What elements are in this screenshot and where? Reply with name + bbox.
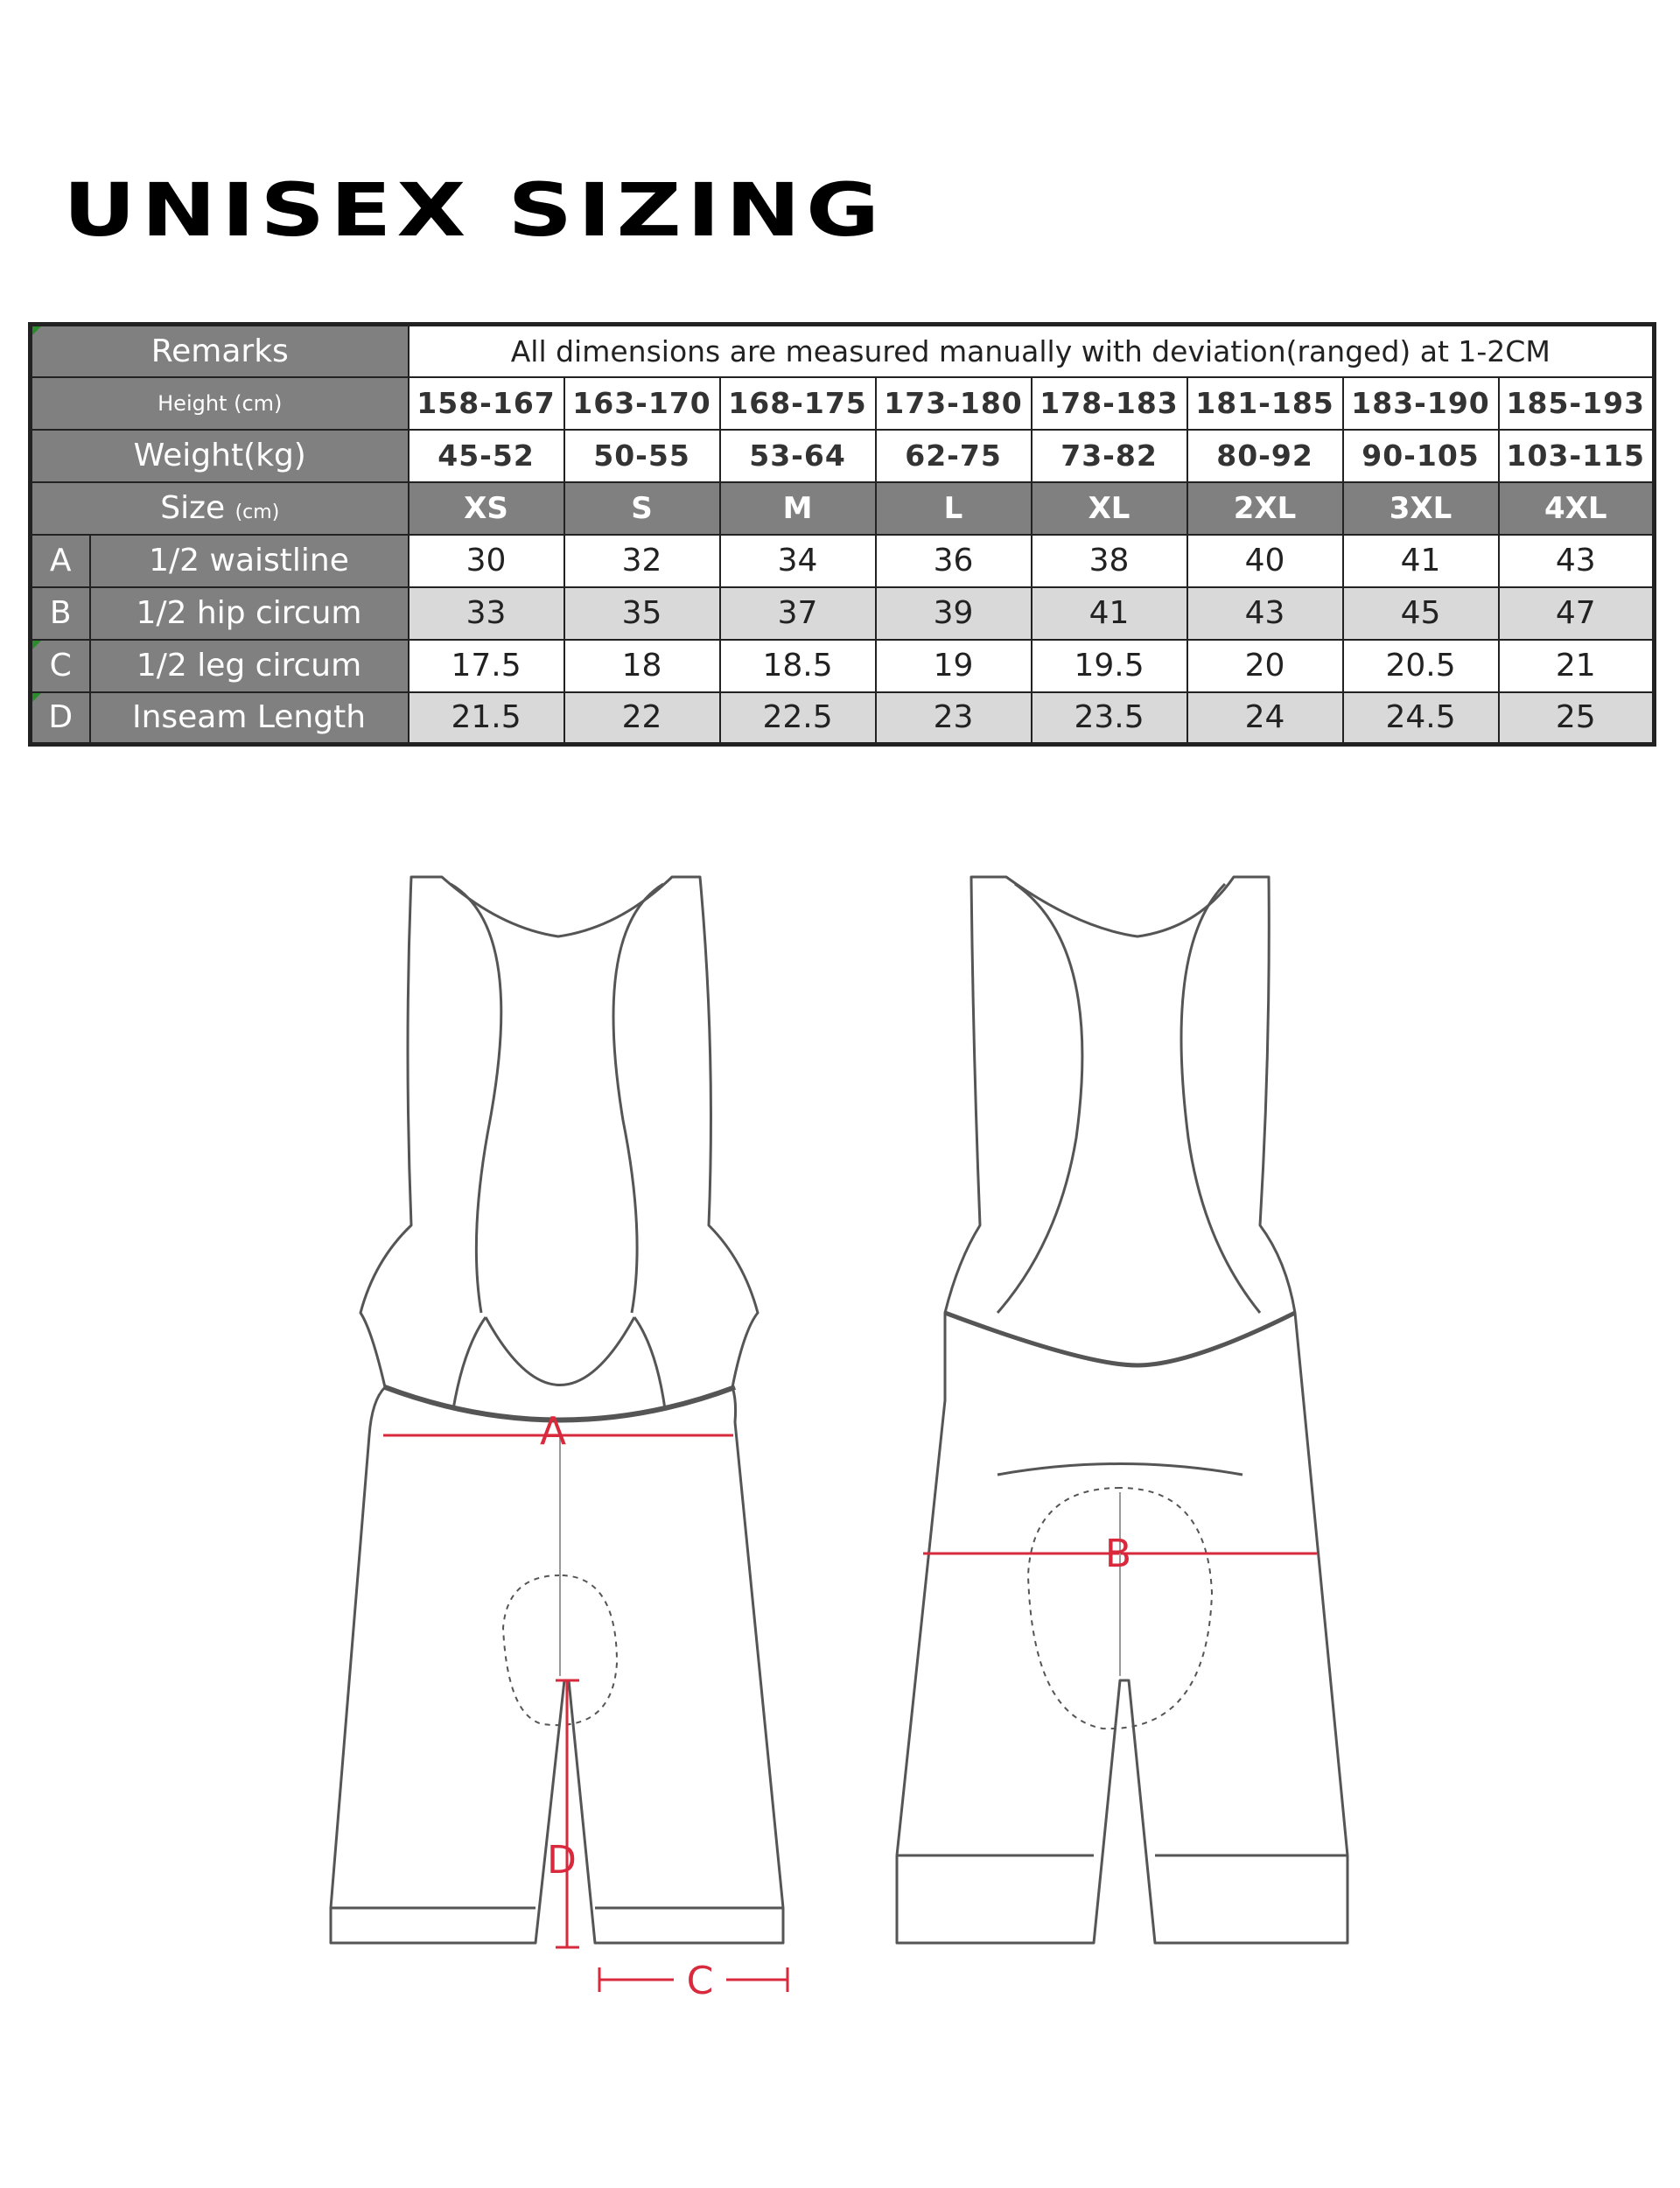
value-cell: 39 xyxy=(876,587,1032,640)
remarks-label: Remarks xyxy=(31,325,409,377)
remarks-row xyxy=(31,325,1655,377)
value-cell: 43 xyxy=(1187,587,1343,640)
weight-cell: 90-105 xyxy=(1343,430,1499,482)
value-cell: 19 xyxy=(876,640,1032,692)
size-cell: XL xyxy=(1032,482,1187,535)
value-cell: 33 xyxy=(409,587,564,640)
size-label: Size xyxy=(160,490,226,526)
height-cell: 181-185 xyxy=(1187,377,1343,430)
value-cell: 21.5 xyxy=(409,692,564,745)
height-cell: 163-170 xyxy=(564,377,720,430)
marker-c: C xyxy=(686,1959,714,2003)
size-cell: XS xyxy=(409,482,564,535)
height-cell: 173-180 xyxy=(876,377,1032,430)
weight-cell: 80-92 xyxy=(1187,430,1343,482)
weight-cell: 53-64 xyxy=(720,430,876,482)
size-cell: L xyxy=(876,482,1032,535)
marker-d: D xyxy=(547,1838,577,1883)
value-cell: 17.5 xyxy=(409,640,564,692)
value-cell: 25 xyxy=(1499,692,1655,745)
value-cell: 41 xyxy=(1032,587,1187,640)
value-cell: 40 xyxy=(1187,535,1343,587)
value-cell: 21 xyxy=(1499,640,1655,692)
height-cell: 178-183 xyxy=(1032,377,1187,430)
height-cell: 168-175 xyxy=(720,377,876,430)
value-cell: 22.5 xyxy=(720,692,876,745)
size-label-cell xyxy=(31,482,409,535)
bib-shorts-diagram xyxy=(0,840,1680,2030)
row-label: Inseam Length xyxy=(90,692,409,745)
remarks-text: All dimensions are measured manually with deviation(ranged) at 1-2CM xyxy=(409,325,1655,377)
measurement-row xyxy=(31,587,1655,640)
size-table xyxy=(28,322,1656,747)
height-cell: 158-167 xyxy=(409,377,564,430)
weight-cell: 62-75 xyxy=(876,430,1032,482)
weight-label: Weight(kg) xyxy=(31,430,409,482)
value-cell: 20 xyxy=(1187,640,1343,692)
size-cell: S xyxy=(564,482,720,535)
value-cell: 24.5 xyxy=(1343,692,1499,745)
value-cell: 37 xyxy=(720,587,876,640)
size-row xyxy=(31,482,1655,535)
size-cell: M xyxy=(720,482,876,535)
weight-row xyxy=(31,430,1655,482)
value-cell: 32 xyxy=(564,535,720,587)
row-letter: A xyxy=(31,535,90,587)
measurement-row xyxy=(31,640,1655,692)
back-outline xyxy=(897,877,1348,1943)
row-letter: C xyxy=(31,640,90,692)
value-cell: 41 xyxy=(1343,535,1499,587)
weight-cell: 73-82 xyxy=(1032,430,1187,482)
measurement-row xyxy=(31,692,1655,745)
height-cell: 183-190 xyxy=(1343,377,1499,430)
value-cell: 38 xyxy=(1032,535,1187,587)
row-letter: D xyxy=(31,692,90,745)
value-cell: 30 xyxy=(409,535,564,587)
weight-cell: 45-52 xyxy=(409,430,564,482)
value-cell: 36 xyxy=(876,535,1032,587)
value-cell: 18 xyxy=(564,640,720,692)
row-label: 1/2 leg circum xyxy=(90,640,409,692)
weight-cell: 103-115 xyxy=(1499,430,1655,482)
value-cell: 23 xyxy=(876,692,1032,745)
size-cell: 4XL xyxy=(1499,482,1655,535)
value-cell: 35 xyxy=(564,587,720,640)
height-label: Height (cm) xyxy=(31,377,409,430)
size-cell: 2XL xyxy=(1187,482,1343,535)
row-label: 1/2 waistline xyxy=(90,535,409,587)
value-cell: 19.5 xyxy=(1032,640,1187,692)
value-cell: 45 xyxy=(1343,587,1499,640)
measurement-row xyxy=(31,535,1655,587)
value-cell: 43 xyxy=(1499,535,1655,587)
size-cell: 3XL xyxy=(1343,482,1499,535)
value-cell: 18.5 xyxy=(720,640,876,692)
value-cell: 24 xyxy=(1187,692,1343,745)
marker-b: B xyxy=(1104,1532,1132,1576)
value-cell: 34 xyxy=(720,535,876,587)
back-view xyxy=(897,877,1348,1943)
value-cell: 47 xyxy=(1499,587,1655,640)
page-title: UNISEX SIZING xyxy=(63,167,886,253)
weight-cell: 50-55 xyxy=(564,430,720,482)
value-cell: 23.5 xyxy=(1032,692,1187,745)
value-cell: 20.5 xyxy=(1343,640,1499,692)
marker-a: A xyxy=(539,1409,567,1454)
height-row xyxy=(31,377,1655,430)
row-label: 1/2 hip circum xyxy=(90,587,409,640)
row-letter: B xyxy=(31,587,90,640)
height-cell: 185-193 xyxy=(1499,377,1655,430)
size-unit: (cm) xyxy=(234,501,280,523)
value-cell: 22 xyxy=(564,692,720,745)
